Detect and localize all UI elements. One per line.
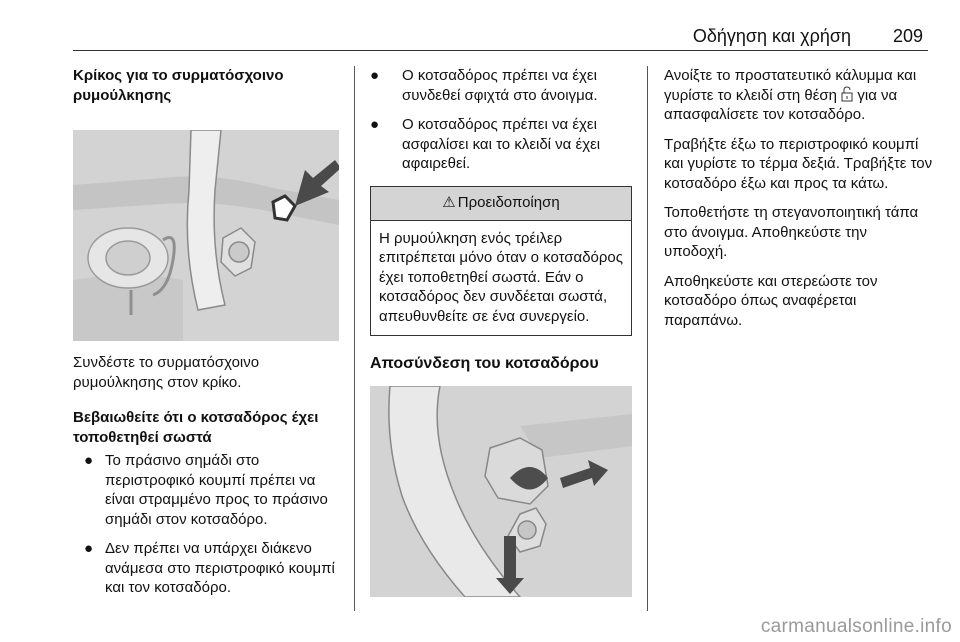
warning-title: Προειδοποίηση <box>457 194 560 212</box>
paragraph-text: για να απασφαλίσετε τον κοτσαδόρο. <box>664 86 898 123</box>
check-list <box>73 451 343 598</box>
list-item-text: Το πράσινο σημάδι στο περιστροφικό κουμπί πρέπει να είναι στραμμένο προς το πράσινο σημάδι στον κοτσαδόρο. <box>105 452 328 528</box>
header-rule <box>73 50 928 51</box>
bullet-icon: ● <box>370 67 380 84</box>
paragraph-text: Ανοίξτε το προστατευτικό κάλυμμα και γυρίστε το κλειδί στη θέση <box>664 67 917 104</box>
paragraph: Τοποθετήστε τη στεγανοποιητική τάπα στο άνοιγμα. Αποθηκεύστε την υποδοχή. <box>664 204 919 260</box>
list-item <box>370 66 632 105</box>
section-title: Οδήγηση και χρήση <box>692 26 851 46</box>
warning-box <box>370 186 632 337</box>
paragraph: Τραβήξτε έξω το περιστροφικό κουμπί και γυρίστε το τέρμα δεξιά. Τραβήξτε τον κοτσαδόρο έξω και προς τα κάτω. <box>664 135 933 192</box>
list-item-text: Ο κοτσαδόρος πρέπει να έχει συνδεθεί σφιχτά στο άνοιγμα. <box>402 67 598 104</box>
bullet-icon: ● <box>370 116 380 133</box>
paragraph: Αποθηκεύστε και στερεώστε τον κοτσαδόρο όπως αναφέρεται παραπάνω. <box>664 272 878 329</box>
column-divider <box>647 66 648 611</box>
check-heading: Βεβαιωθείτε ότι ο κοτσαδόρος έχει τοποθετηθεί σωστά <box>73 409 319 446</box>
page-header <box>73 24 933 50</box>
column-3 <box>664 66 934 340</box>
check-list-continued <box>370 66 632 174</box>
detach-hitch-illustration <box>370 386 632 597</box>
towing-eye-illustration <box>73 130 339 341</box>
column-divider <box>354 66 355 611</box>
subsection-heading: Αποσύνδεση του κοτσαδόρου <box>370 355 599 372</box>
list-item <box>370 115 632 174</box>
warning-text: Η ρυμούλκηση ενός τρέιλερ επιτρέπεται μόνο όταν ο κοτσαδόρος έχει τοποθετηθεί σωστά. Εάν ο κοτσαδόρος δεν συνδέεται σωστά, απευθυνθείτε σε ένα συνεργείο. <box>379 229 624 325</box>
unlock-icon <box>841 87 853 104</box>
column-2 <box>370 66 632 597</box>
list-item <box>73 451 343 529</box>
paragraph <box>664 66 934 125</box>
connect-caption: Συνδέστε το συρματόσχοινο ρυμούλκησης στον κρίκο. <box>73 354 260 391</box>
list-item <box>73 539 343 598</box>
list-item-text: Ο κοτσαδόρος πρέπει να έχει ασφαλίσει και το κλειδί να έχει αφαιρεθεί. <box>402 116 601 172</box>
watermark: carmanualsonline.info <box>760 616 952 637</box>
bullet-icon: ● <box>84 540 94 557</box>
bullet-icon: ● <box>84 452 94 469</box>
page-number: 209 <box>892 26 923 46</box>
warning-header <box>371 187 631 221</box>
warning-icon: ⚠ <box>442 194 456 212</box>
list-item-text: Δεν πρέπει να υπάρχει διάκενο ανάμεσα στο περιστροφικό κουμπί και τον κοτσαδόρο. <box>105 540 335 596</box>
section-heading: Κρίκος για το συρματόσχοινο ρυμούλκησης <box>73 67 284 104</box>
column-1 <box>73 66 343 608</box>
